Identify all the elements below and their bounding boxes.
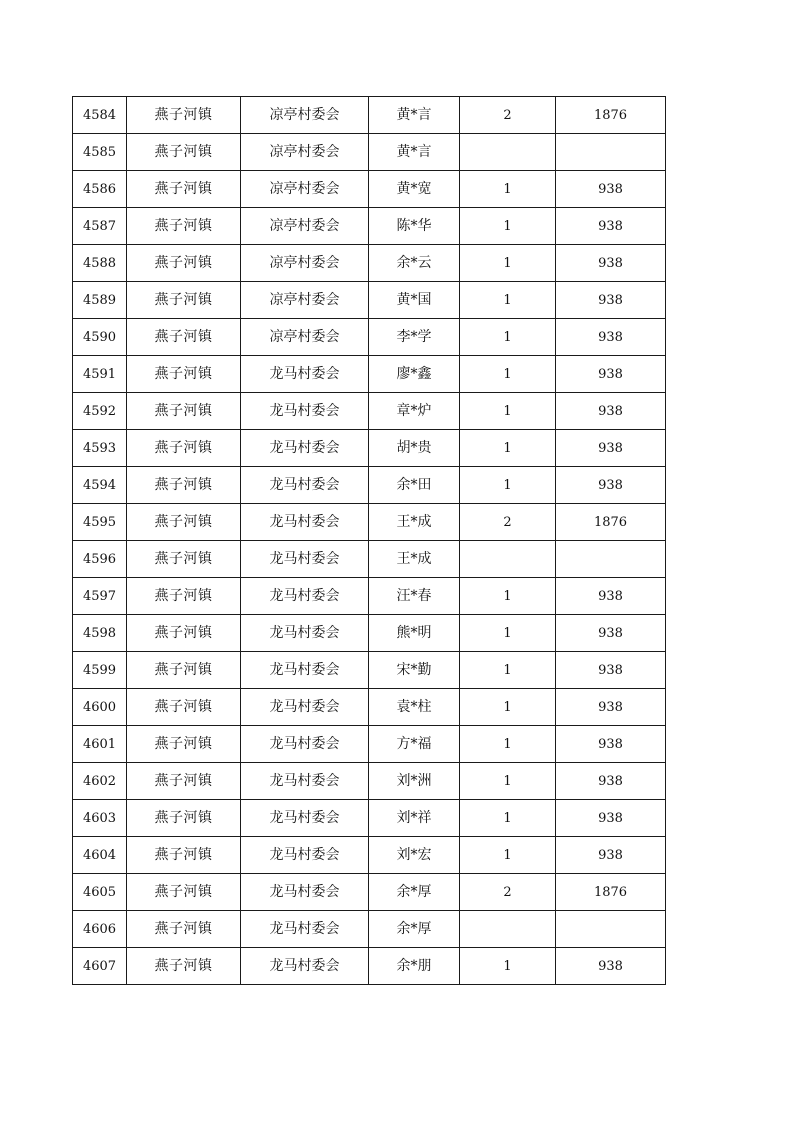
person-name-cell: 余*云	[369, 245, 460, 282]
row-number-cell: 4605	[73, 874, 127, 911]
amount-cell	[556, 134, 666, 171]
count-cell	[460, 541, 556, 578]
table-row	[73, 689, 666, 726]
table-row	[73, 837, 666, 874]
row-number-cell: 4606	[73, 911, 127, 948]
town-cell: 燕子河镇	[127, 282, 241, 319]
count-cell: 1	[460, 282, 556, 319]
village-committee-cell: 龙马村委会	[241, 393, 369, 430]
village-committee-cell: 龙马村委会	[241, 837, 369, 874]
town-cell: 燕子河镇	[127, 541, 241, 578]
person-name-cell: 胡*贵	[369, 430, 460, 467]
person-name-cell: 刘*祥	[369, 800, 460, 837]
amount-cell	[556, 541, 666, 578]
amount-cell: 938	[556, 948, 666, 985]
count-cell: 1	[460, 726, 556, 763]
person-name-cell: 余*厚	[369, 911, 460, 948]
row-number-cell: 4587	[73, 208, 127, 245]
row-number-cell: 4597	[73, 578, 127, 615]
count-cell: 1	[460, 948, 556, 985]
village-committee-cell: 龙马村委会	[241, 615, 369, 652]
town-cell: 燕子河镇	[127, 208, 241, 245]
row-number-cell: 4589	[73, 282, 127, 319]
row-number-cell: 4586	[73, 171, 127, 208]
village-committee-cell: 凉亭村委会	[241, 319, 369, 356]
table-row	[73, 319, 666, 356]
town-cell: 燕子河镇	[127, 726, 241, 763]
amount-cell: 938	[556, 171, 666, 208]
table-row	[73, 282, 666, 319]
amount-cell: 938	[556, 578, 666, 615]
row-number-cell: 4598	[73, 615, 127, 652]
village-committee-cell: 凉亭村委会	[241, 282, 369, 319]
table-row	[73, 800, 666, 837]
row-number-cell: 4600	[73, 689, 127, 726]
person-name-cell: 黄*言	[369, 97, 460, 134]
row-number-cell: 4599	[73, 652, 127, 689]
person-name-cell: 袁*柱	[369, 689, 460, 726]
row-number-cell: 4585	[73, 134, 127, 171]
town-cell: 燕子河镇	[127, 837, 241, 874]
table-row	[73, 874, 666, 911]
amount-cell: 938	[556, 208, 666, 245]
village-committee-cell: 龙马村委会	[241, 467, 369, 504]
amount-cell: 938	[556, 763, 666, 800]
village-committee-cell: 龙马村委会	[241, 911, 369, 948]
amount-cell: 938	[556, 726, 666, 763]
town-cell: 燕子河镇	[127, 356, 241, 393]
row-number-cell: 4590	[73, 319, 127, 356]
town-cell: 燕子河镇	[127, 615, 241, 652]
table-row	[73, 97, 666, 134]
village-committee-cell: 龙马村委会	[241, 578, 369, 615]
count-cell: 1	[460, 837, 556, 874]
village-committee-cell: 龙马村委会	[241, 430, 369, 467]
person-name-cell: 方*福	[369, 726, 460, 763]
count-cell: 1	[460, 615, 556, 652]
town-cell: 燕子河镇	[127, 689, 241, 726]
count-cell	[460, 134, 556, 171]
village-committee-cell: 龙马村委会	[241, 652, 369, 689]
row-number-cell: 4594	[73, 467, 127, 504]
village-committee-cell: 龙马村委会	[241, 356, 369, 393]
table-row	[73, 356, 666, 393]
town-cell: 燕子河镇	[127, 763, 241, 800]
amount-cell: 1876	[556, 97, 666, 134]
village-committee-cell: 凉亭村委会	[241, 208, 369, 245]
row-number-cell: 4603	[73, 800, 127, 837]
town-cell: 燕子河镇	[127, 911, 241, 948]
row-number-cell: 4607	[73, 948, 127, 985]
count-cell: 1	[460, 356, 556, 393]
person-name-cell: 刘*洲	[369, 763, 460, 800]
table-row	[73, 171, 666, 208]
amount-cell: 1876	[556, 504, 666, 541]
amount-cell: 938	[556, 467, 666, 504]
row-number-cell: 4588	[73, 245, 127, 282]
village-committee-cell: 龙马村委会	[241, 800, 369, 837]
amount-cell: 938	[556, 356, 666, 393]
table-row	[73, 948, 666, 985]
town-cell: 燕子河镇	[127, 652, 241, 689]
person-name-cell: 王*成	[369, 541, 460, 578]
count-cell: 2	[460, 874, 556, 911]
table-row	[73, 467, 666, 504]
row-number-cell: 4593	[73, 430, 127, 467]
village-committee-cell: 龙马村委会	[241, 874, 369, 911]
count-cell: 1	[460, 319, 556, 356]
row-number-cell: 4601	[73, 726, 127, 763]
table-row	[73, 615, 666, 652]
person-name-cell: 余*朋	[369, 948, 460, 985]
amount-cell: 938	[556, 689, 666, 726]
table-row	[73, 652, 666, 689]
town-cell: 燕子河镇	[127, 874, 241, 911]
person-name-cell: 黄*宽	[369, 171, 460, 208]
amount-cell: 938	[556, 652, 666, 689]
person-name-cell: 黄*国	[369, 282, 460, 319]
row-number-cell: 4602	[73, 763, 127, 800]
amount-cell: 938	[556, 282, 666, 319]
count-cell: 1	[460, 208, 556, 245]
town-cell: 燕子河镇	[127, 319, 241, 356]
person-name-cell: 宋*勤	[369, 652, 460, 689]
person-name-cell: 王*成	[369, 504, 460, 541]
count-cell: 1	[460, 430, 556, 467]
table-row	[73, 578, 666, 615]
table-row	[73, 393, 666, 430]
town-cell: 燕子河镇	[127, 578, 241, 615]
town-cell: 燕子河镇	[127, 948, 241, 985]
person-name-cell: 陈*华	[369, 208, 460, 245]
town-cell: 燕子河镇	[127, 800, 241, 837]
town-cell: 燕子河镇	[127, 393, 241, 430]
count-cell	[460, 911, 556, 948]
count-cell: 1	[460, 652, 556, 689]
town-cell: 燕子河镇	[127, 504, 241, 541]
village-committee-cell: 龙马村委会	[241, 726, 369, 763]
count-cell: 1	[460, 393, 556, 430]
town-cell: 燕子河镇	[127, 97, 241, 134]
person-name-cell: 余*田	[369, 467, 460, 504]
table-row	[73, 763, 666, 800]
village-committee-cell: 凉亭村委会	[241, 97, 369, 134]
count-cell: 1	[460, 689, 556, 726]
town-cell: 燕子河镇	[127, 171, 241, 208]
count-cell: 1	[460, 467, 556, 504]
row-number-cell: 4591	[73, 356, 127, 393]
row-number-cell: 4596	[73, 541, 127, 578]
amount-cell: 938	[556, 245, 666, 282]
table-row	[73, 911, 666, 948]
table-row	[73, 430, 666, 467]
count-cell: 2	[460, 97, 556, 134]
village-committee-cell: 龙马村委会	[241, 541, 369, 578]
amount-cell: 938	[556, 615, 666, 652]
count-cell: 1	[460, 578, 556, 615]
row-number-cell: 4595	[73, 504, 127, 541]
table-body	[73, 97, 666, 985]
village-committee-cell: 凉亭村委会	[241, 245, 369, 282]
village-committee-cell: 龙马村委会	[241, 948, 369, 985]
table-row	[73, 245, 666, 282]
amount-cell	[556, 911, 666, 948]
count-cell: 1	[460, 800, 556, 837]
town-cell: 燕子河镇	[127, 467, 241, 504]
village-committee-cell: 凉亭村委会	[241, 134, 369, 171]
count-cell: 2	[460, 504, 556, 541]
person-name-cell: 李*学	[369, 319, 460, 356]
village-committee-cell: 龙马村委会	[241, 689, 369, 726]
person-name-cell: 章*炉	[369, 393, 460, 430]
village-committee-cell: 凉亭村委会	[241, 171, 369, 208]
town-cell: 燕子河镇	[127, 134, 241, 171]
count-cell: 1	[460, 245, 556, 282]
amount-cell: 938	[556, 800, 666, 837]
row-number-cell: 4592	[73, 393, 127, 430]
town-cell: 燕子河镇	[127, 430, 241, 467]
person-name-cell: 余*厚	[369, 874, 460, 911]
village-committee-cell: 龙马村委会	[241, 504, 369, 541]
person-name-cell: 廖*鑫	[369, 356, 460, 393]
table-row	[73, 504, 666, 541]
row-number-cell: 4584	[73, 97, 127, 134]
count-cell: 1	[460, 171, 556, 208]
amount-cell: 938	[556, 393, 666, 430]
amount-cell: 1876	[556, 874, 666, 911]
village-committee-cell: 龙马村委会	[241, 763, 369, 800]
person-name-cell: 熊*明	[369, 615, 460, 652]
person-name-cell: 汪*春	[369, 578, 460, 615]
count-cell: 1	[460, 763, 556, 800]
town-cell: 燕子河镇	[127, 245, 241, 282]
amount-cell: 938	[556, 430, 666, 467]
table-row	[73, 208, 666, 245]
table-row	[73, 541, 666, 578]
row-number-cell: 4604	[73, 837, 127, 874]
table-row	[73, 134, 666, 171]
person-name-cell: 黄*言	[369, 134, 460, 171]
amount-cell: 938	[556, 319, 666, 356]
amount-cell: 938	[556, 837, 666, 874]
data-table	[72, 96, 666, 985]
table-row	[73, 726, 666, 763]
person-name-cell: 刘*宏	[369, 837, 460, 874]
